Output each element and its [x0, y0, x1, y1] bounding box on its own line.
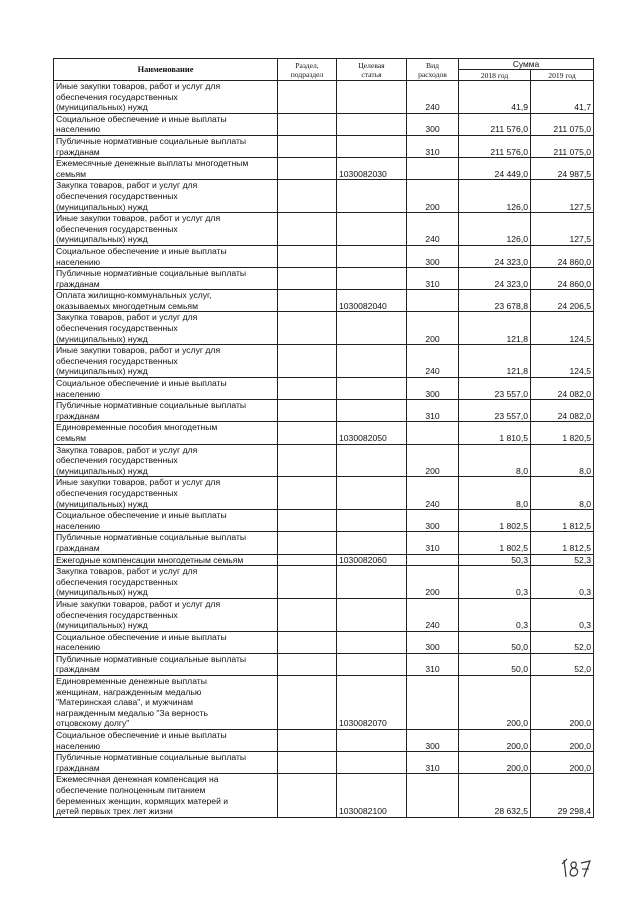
row-section	[278, 345, 337, 378]
row-type: 240	[407, 477, 459, 510]
row-type	[407, 422, 459, 444]
row-article	[337, 477, 407, 510]
header-section: Раздел, подраздел	[278, 59, 337, 81]
row-section	[278, 444, 337, 477]
row-type: 240	[407, 345, 459, 378]
table-row	[54, 290, 594, 312]
table-row	[54, 81, 594, 114]
row-name: Иные закупки товаров, работ и услуг для обеспечения государственных (муниципальных) нужд	[54, 598, 278, 631]
row-section	[278, 752, 337, 774]
row-name: Единовременные пособия многодетным семьям	[54, 422, 278, 444]
row-amount-2019: 24 206,5	[531, 290, 594, 312]
row-amount-2019: 24 860,0	[531, 245, 594, 267]
header-year-2018: 2018 год	[459, 70, 531, 81]
row-amount-2019: 41,7	[531, 81, 594, 114]
table-row	[54, 631, 594, 653]
row-type: 300	[407, 510, 459, 532]
row-amount-2019: 1 812,5	[531, 532, 594, 554]
row-name: Публичные нормативные социальные выплаты гражданам	[54, 532, 278, 554]
row-type: 310	[407, 752, 459, 774]
header-article: Целевая статья	[337, 59, 407, 81]
row-amount-2018: 8,0	[459, 477, 531, 510]
row-name: Иные закупки товаров, работ и услуг для обеспечения государственных (муниципальных) нужд	[54, 477, 278, 510]
row-amount-2019: 1 820,5	[531, 422, 594, 444]
row-type	[407, 554, 459, 566]
row-amount-2018: 23 678,8	[459, 290, 531, 312]
row-article	[337, 135, 407, 157]
row-amount-2018: 50,0	[459, 653, 531, 675]
row-section	[278, 158, 337, 180]
row-amount-2018: 0,3	[459, 598, 531, 631]
row-article	[337, 631, 407, 653]
row-article	[337, 378, 407, 400]
row-article: 1030082060	[337, 554, 407, 566]
row-name: Ежемесячные денежные выплаты многодетным семьям	[54, 158, 278, 180]
table-row	[54, 213, 594, 246]
table-row	[54, 245, 594, 267]
row-article	[337, 268, 407, 290]
table-row	[54, 477, 594, 510]
row-name: Публичные нормативные социальные выплаты гражданам	[54, 752, 278, 774]
table-row	[54, 752, 594, 774]
row-amount-2019: 124,5	[531, 312, 594, 345]
table-row	[54, 312, 594, 345]
handwritten-page-number	[560, 856, 600, 880]
table-row	[54, 598, 594, 631]
row-amount-2019: 24 987,5	[531, 158, 594, 180]
row-type: 300	[407, 631, 459, 653]
row-type: 310	[407, 532, 459, 554]
table-row	[54, 653, 594, 675]
row-section	[278, 422, 337, 444]
row-type: 310	[407, 400, 459, 422]
row-name: Социальное обеспечение и иные выплаты населению	[54, 631, 278, 653]
table-row	[54, 345, 594, 378]
row-amount-2018: 1 810,5	[459, 422, 531, 444]
row-amount-2018: 1 802,5	[459, 532, 531, 554]
row-type: 240	[407, 213, 459, 246]
row-article	[337, 532, 407, 554]
row-amount-2018: 211 576,0	[459, 135, 531, 157]
row-name: Закупка товаров, работ и услуг для обеспечения государственных (муниципальных) нужд	[54, 444, 278, 477]
row-section	[278, 774, 337, 817]
table-row	[54, 400, 594, 422]
row-article	[337, 180, 407, 213]
row-amount-2019: 52,0	[531, 631, 594, 653]
row-type	[407, 158, 459, 180]
row-name: Ежемесячная денежная компенсация на обеспечение полноценным питанием беременных женщин, кормящих матерей и детей первых трех лет жизни	[54, 774, 278, 817]
row-amount-2018: 121,8	[459, 345, 531, 378]
row-section	[278, 400, 337, 422]
row-amount-2019: 211 075,0	[531, 135, 594, 157]
row-type	[407, 774, 459, 817]
budget-table	[53, 58, 594, 818]
row-amount-2019: 0,3	[531, 598, 594, 631]
row-article	[337, 598, 407, 631]
row-type: 300	[407, 245, 459, 267]
row-article	[337, 400, 407, 422]
row-section	[278, 81, 337, 114]
row-article	[337, 113, 407, 135]
row-amount-2019: 29 298,4	[531, 774, 594, 817]
row-amount-2018: 211 576,0	[459, 113, 531, 135]
row-section	[278, 477, 337, 510]
row-article	[337, 752, 407, 774]
row-amount-2019: 200,0	[531, 752, 594, 774]
row-article: 1030082030	[337, 158, 407, 180]
table-row	[54, 268, 594, 290]
row-type: 240	[407, 598, 459, 631]
table-row	[54, 554, 594, 566]
row-section	[278, 532, 337, 554]
table-row	[54, 113, 594, 135]
row-amount-2018: 23 557,0	[459, 400, 531, 422]
header-name: Наименование	[54, 59, 278, 81]
row-name: Иные закупки товаров, работ и услуг для обеспечения государственных (муниципальных) нужд	[54, 81, 278, 114]
table-row	[54, 532, 594, 554]
row-amount-2018: 23 557,0	[459, 378, 531, 400]
row-article	[337, 245, 407, 267]
row-amount-2018: 50,3	[459, 554, 531, 566]
row-section	[278, 598, 337, 631]
row-amount-2019: 1 812,5	[531, 510, 594, 532]
row-amount-2018: 200,0	[459, 730, 531, 752]
row-name: Иные закупки товаров, работ и услуг для обеспечения государственных (муниципальных) нужд	[54, 345, 278, 378]
row-name: Публичные нормативные социальные выплаты гражданам	[54, 135, 278, 157]
header-type: Вид расходов	[407, 59, 459, 81]
row-amount-2018: 1 802,5	[459, 510, 531, 532]
row-section	[278, 135, 337, 157]
row-article: 1030082040	[337, 290, 407, 312]
header-sum: Сумма	[459, 59, 594, 70]
row-name: Ежегодные компенсации многодетным семьям	[54, 554, 278, 566]
row-amount-2018: 24 323,0	[459, 245, 531, 267]
header-year-2019: 2019 год	[531, 70, 594, 81]
row-type: 310	[407, 268, 459, 290]
row-type: 300	[407, 113, 459, 135]
table-row	[54, 158, 594, 180]
row-amount-2019: 24 082,0	[531, 378, 594, 400]
row-section	[278, 676, 337, 730]
row-section	[278, 653, 337, 675]
table-row	[54, 774, 594, 817]
row-amount-2018: 28 632,5	[459, 774, 531, 817]
row-article	[337, 345, 407, 378]
row-name: Закупка товаров, работ и услуг для обеспечения государственных (муниципальных) нужд	[54, 566, 278, 599]
row-type: 310	[407, 135, 459, 157]
row-section	[278, 245, 337, 267]
row-name: Социальное обеспечение и иные выплаты населению	[54, 245, 278, 267]
row-amount-2018: 200,0	[459, 676, 531, 730]
row-type	[407, 676, 459, 730]
row-amount-2018: 0,3	[459, 566, 531, 599]
row-section	[278, 113, 337, 135]
row-type: 300	[407, 378, 459, 400]
row-name: Социальное обеспечение и иные выплаты населению	[54, 510, 278, 532]
row-section	[278, 312, 337, 345]
row-article	[337, 730, 407, 752]
table-row	[54, 422, 594, 444]
row-name: Единовременные денежные выплаты женщинам, награжденным медалью "Материнская слава", и мужчинам награжденным медалью "За верность отцовскому долгу"	[54, 676, 278, 730]
row-section	[278, 631, 337, 653]
row-amount-2018: 126,0	[459, 213, 531, 246]
row-name: Публичные нормативные социальные выплаты гражданам	[54, 400, 278, 422]
row-article	[337, 312, 407, 345]
row-amount-2018: 41,9	[459, 81, 531, 114]
row-section	[278, 213, 337, 246]
table-body	[54, 81, 594, 818]
row-amount-2019: 211 075,0	[531, 113, 594, 135]
row-name: Социальное обеспечение и иные выплаты населению	[54, 378, 278, 400]
row-amount-2018: 50,0	[459, 631, 531, 653]
row-amount-2019: 8,0	[531, 477, 594, 510]
row-type: 240	[407, 81, 459, 114]
row-section	[278, 510, 337, 532]
row-type: 310	[407, 653, 459, 675]
table-row	[54, 676, 594, 730]
row-name: Закупка товаров, работ и услуг для обеспечения государственных (муниципальных) нужд	[54, 180, 278, 213]
row-amount-2019: 52,3	[531, 554, 594, 566]
row-name: Публичные нормативные социальные выплаты гражданам	[54, 268, 278, 290]
row-amount-2019: 24 082,0	[531, 400, 594, 422]
row-amount-2019: 124,5	[531, 345, 594, 378]
row-type: 200	[407, 444, 459, 477]
row-amount-2019: 24 860,0	[531, 268, 594, 290]
row-amount-2019: 127,5	[531, 180, 594, 213]
row-amount-2018: 126,0	[459, 180, 531, 213]
row-name: Публичные нормативные социальные выплаты гражданам	[54, 653, 278, 675]
row-section	[278, 554, 337, 566]
row-name: Социальное обеспечение и иные выплаты населению	[54, 730, 278, 752]
row-section	[278, 566, 337, 599]
row-type: 200	[407, 180, 459, 213]
row-section	[278, 180, 337, 213]
row-article: 1030082100	[337, 774, 407, 817]
row-article	[337, 213, 407, 246]
row-type: 300	[407, 730, 459, 752]
row-type	[407, 290, 459, 312]
row-name: Оплата жилищно-коммунальных услуг, оказываемых многодетным семьям	[54, 290, 278, 312]
row-amount-2019: 8,0	[531, 444, 594, 477]
row-amount-2019: 0,3	[531, 566, 594, 599]
table-row	[54, 378, 594, 400]
row-article	[337, 444, 407, 477]
row-amount-2019: 52,0	[531, 653, 594, 675]
row-amount-2018: 24 323,0	[459, 268, 531, 290]
row-article	[337, 510, 407, 532]
row-article	[337, 653, 407, 675]
row-name: Социальное обеспечение и иные выплаты населению	[54, 113, 278, 135]
row-amount-2019: 127,5	[531, 213, 594, 246]
row-section	[278, 268, 337, 290]
table-header	[54, 59, 594, 81]
table-row	[54, 566, 594, 599]
table-row	[54, 180, 594, 213]
table-row	[54, 510, 594, 532]
row-amount-2019: 200,0	[531, 676, 594, 730]
row-section	[278, 290, 337, 312]
row-amount-2018: 8,0	[459, 444, 531, 477]
table-row	[54, 444, 594, 477]
row-amount-2018: 121,8	[459, 312, 531, 345]
row-article: 1030082050	[337, 422, 407, 444]
row-type: 200	[407, 312, 459, 345]
row-type: 200	[407, 566, 459, 599]
row-article	[337, 566, 407, 599]
row-section	[278, 378, 337, 400]
row-name: Закупка товаров, работ и услуг для обеспечения государственных (муниципальных) нужд	[54, 312, 278, 345]
row-amount-2018: 200,0	[459, 752, 531, 774]
row-section	[278, 730, 337, 752]
row-name: Иные закупки товаров, работ и услуг для обеспечения государственных (муниципальных) нужд	[54, 213, 278, 246]
row-article	[337, 81, 407, 114]
row-amount-2019: 200,0	[531, 730, 594, 752]
row-amount-2018: 24 449,0	[459, 158, 531, 180]
table-row	[54, 730, 594, 752]
row-article: 1030082070	[337, 676, 407, 730]
table-row	[54, 135, 594, 157]
